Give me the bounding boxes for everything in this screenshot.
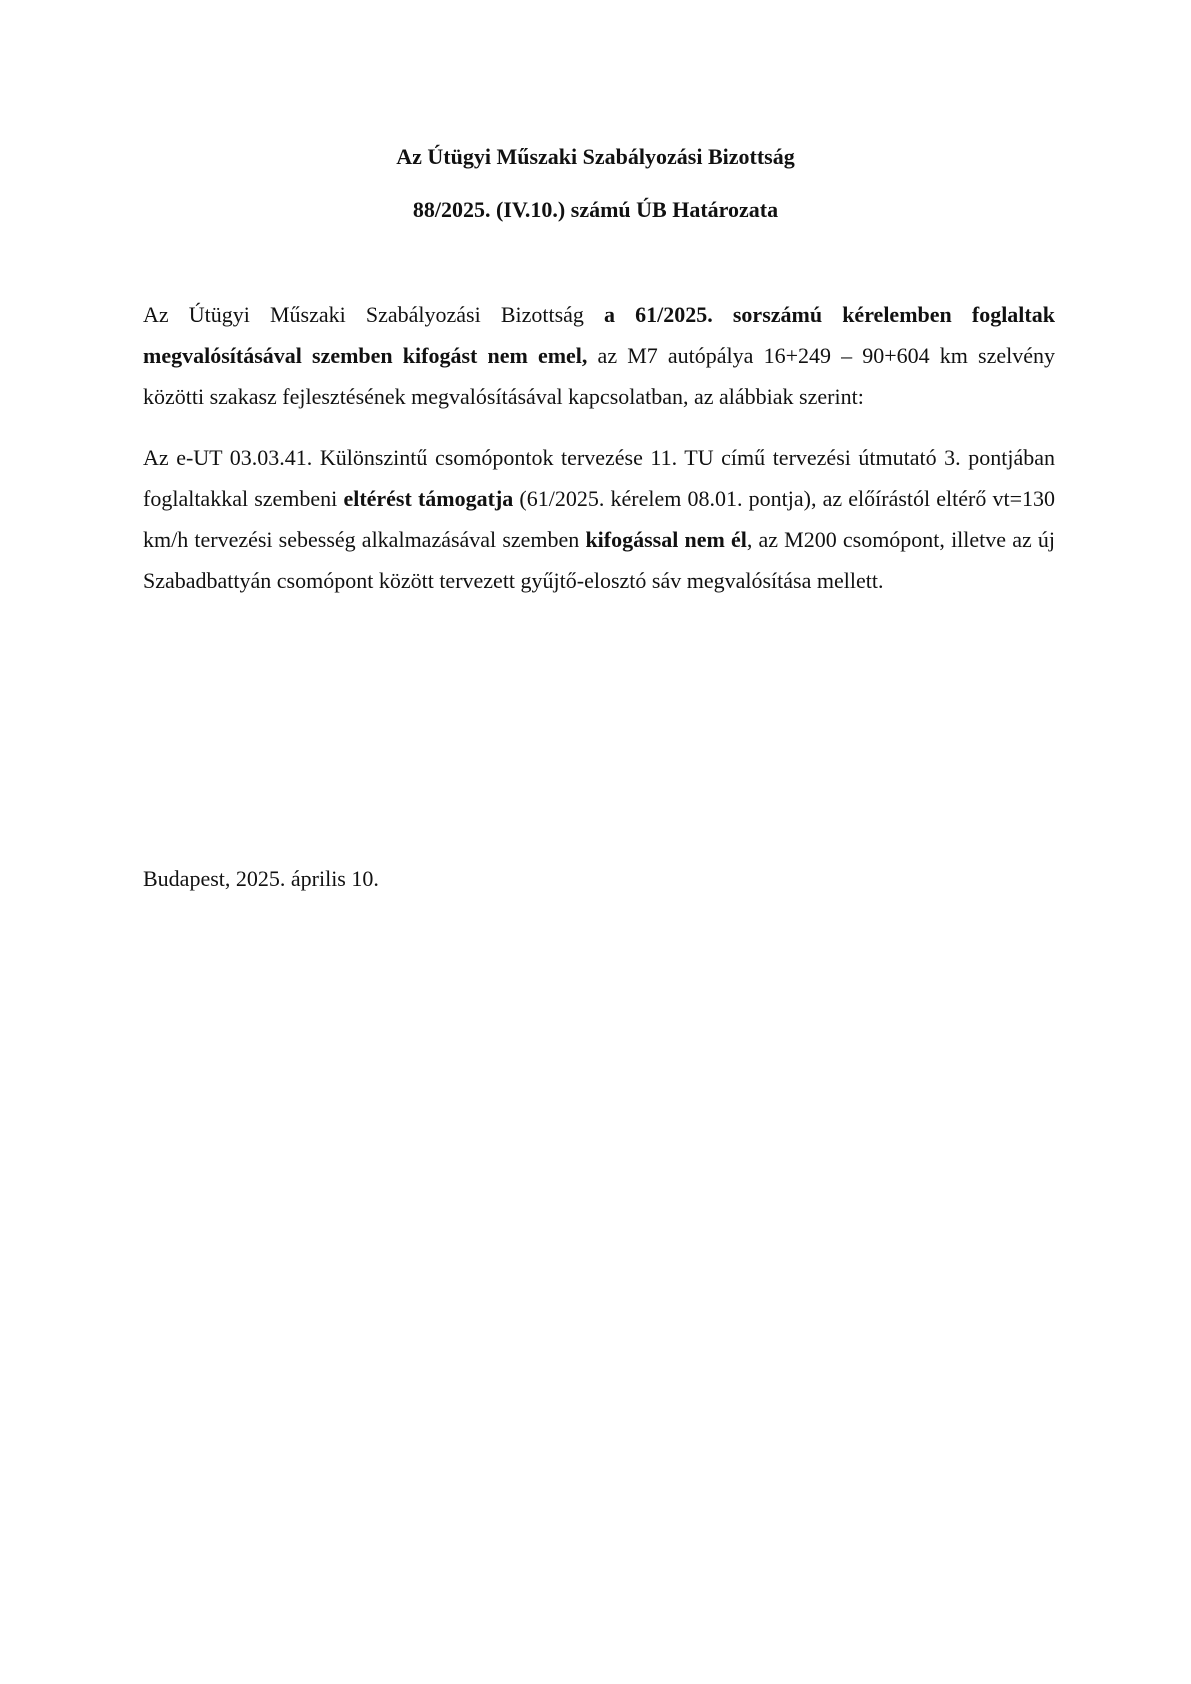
paragraph-details-text-a: Az e-UT 03.03.41. Különszintű csomópontok tervezése 11. TU című tervezési útmutató 3. pontjában foglaltakkal szembeni [143,445,1055,511]
paragraph-details-bold-b: kifogással nem él [585,527,747,552]
paragraph-decision-bold-a: a 61/2025. sorszámú kérelemben foglaltak megvalósításával szemben kifogást nem emel, [143,302,1055,368]
document-title-line2: 88/2025. (IV.10.) számú ÚB Határozata [412,197,779,222]
paragraph-decision-text-b: az M7 autópálya 16+249 – 90+604 km szelvény közötti szakasz fejlesztésének megvalósításával kapcsolatban, az alábbiak szerint: [143,343,1055,409]
paragraph-decision-text-a: Az Útügyi Műszaki Szabályozási Bizottság [143,302,605,327]
paragraph-details-bold-a: eltérést támogatja [343,486,514,511]
paragraph-details [143,437,1055,601]
paragraph-details-text-b: (61/2025. kérelem 08.01. pontja), az előírástól eltérő vt=130 km/h tervezési sebesség alkalmazásával szemben [143,486,1055,552]
document-title-line1: Az Útügyi Műszaki Szabályozási Bizottság [396,144,795,169]
paragraph-details-text-c: , az M200 csomópont, illetve az új Szabadbattyán csomópont között tervezett gyűjtő-elosztó sáv megvalósítása mellett. [143,527,1055,593]
place-date: Budapest, 2025. április 10. [143,866,379,891]
paragraph-decision [143,294,1055,417]
